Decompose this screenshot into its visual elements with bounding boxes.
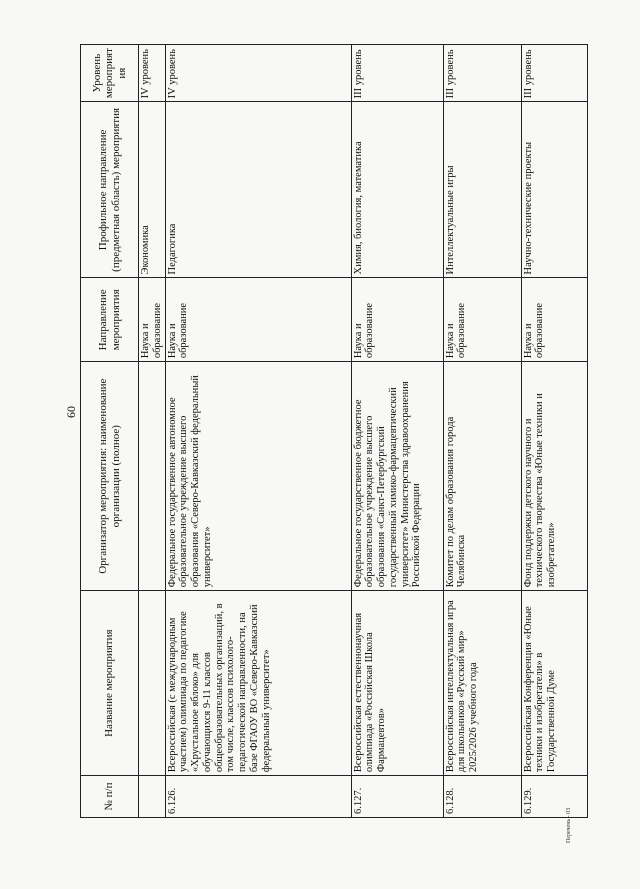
cell-profile: Химия, биология, математика [351,102,443,278]
cell-num: 6.129. [521,776,587,818]
header-org: Организатор мероприятия: наименование организации (полное) [81,362,139,591]
footer-code: Перечень - 03 [566,807,572,843]
cell-name: Всероссийская (с международным участием) олимпиада по педагогике «Хрустальное яблоко» для обучающихся 9-11 классов общеобразовательных организаций, в том числе, классов психолого-педагогической направленности, на базе ФГАОУ ВО «Северо-Кавказский федеральный университет» [165,591,351,776]
cell-profile: Экономика [139,102,166,278]
cell-direction: Наука и образование [165,278,351,362]
table-header-row [81,45,139,818]
cell-profile: Педагогика [165,102,351,278]
cell-org: Федеральное государственное автономное образовательное учреждение высшего образования «Северо-Кавказский федеральный университет» [165,362,351,591]
cell-org [139,362,166,591]
cell-name: Всероссийская Конференция «Юные техники и изобретатели» в Государственной Думе [521,591,587,776]
table-row [521,45,587,818]
cell-level: III уровень [443,45,521,102]
cell-org: Федеральное государственное бюджетное образовательное учреждение высшего образования «Санкт-Петербургский государственный химико-фармацевтический университет» Министерства здравоохранения Российской Федерации [351,362,443,591]
cell-direction: Наука и образование [139,278,166,362]
header-name: Название мероприятия [81,591,139,776]
cell-org: Комитет по делам образования города Челябинска [443,362,521,591]
cell-num [139,776,166,818]
cell-num: 6.127. [351,776,443,818]
cell-level: III уровень [351,45,443,102]
cell-name [139,591,166,776]
cell-level: III уровень [521,45,587,102]
table-row [443,45,521,818]
table-row-continuation [139,45,166,818]
cell-name: Всероссийская естественнонаучная олимпиада «Российская Школа Фармацевтов» [351,591,443,776]
cell-num: 6.126. [165,776,351,818]
cell-direction: Наука и образование [351,278,443,362]
cell-level: IV уровень [165,45,351,102]
header-num: № п/п [81,776,139,818]
cell-level: IV уровень [139,45,166,102]
events-table [80,44,588,818]
table-row [351,45,443,818]
cell-org: Фонд поддержки детского научного и технического творчества «Юные техники и изобретатели» [521,362,587,591]
cell-direction: Наука и образование [443,278,521,362]
page-number: 60 [64,406,78,418]
header-level: Уровень мероприятия [81,45,139,102]
rotated-table-area [80,44,594,818]
table-row [165,45,351,818]
header-profile: Профильное направление (предметная область) мероприятия [81,102,139,278]
header-direction: Направление мероприятия [81,278,139,362]
cell-direction: Наука и образование [521,278,587,362]
cell-name: Всероссийская интеллектуальная игра для школьников «Русский мир» 2025/2026 учебного года [443,591,521,776]
cell-num: 6.128. [443,776,521,818]
cell-profile: Научно-технические проекты [521,102,587,278]
cell-profile: Интеллектуальные игры [443,102,521,278]
